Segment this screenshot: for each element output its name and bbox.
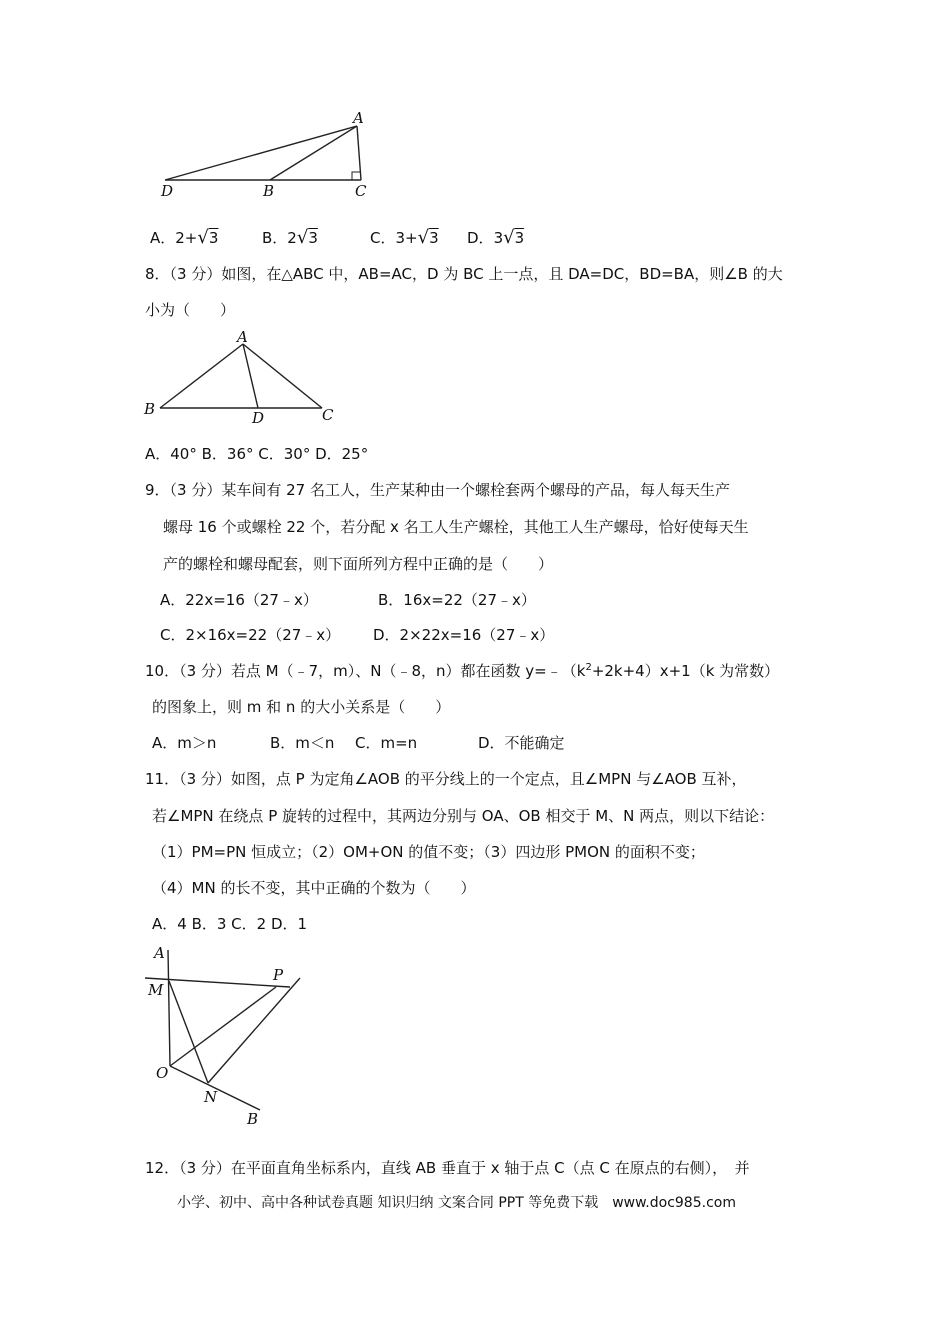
q8-figure [140, 330, 340, 425]
q11-figure [140, 940, 320, 1130]
q9-line-2: 螺母 16 个或螺栓 22 个，若分配 x 名工人生产螺栓，其他工人生产螺母，恰好使每天生 [163, 518, 749, 536]
q7-option-b: B．2√3 [262, 227, 318, 248]
q11-options: A．4 B．3 C．2 D．1 [152, 915, 308, 933]
q11-label-N: N [204, 1088, 218, 1106]
q10-line-2: 的图象上，则 m 和 n 的大小关系是（ ） [152, 698, 451, 716]
q9-line-1: 9．（3 分）某车间有 27 名工人，生产某种由一个螺栓套两个螺母的产品，每人每天生产 [145, 481, 730, 499]
q8-line-AC [243, 344, 322, 408]
q7-label-A: A [353, 110, 364, 127]
q9-line-3: 产的螺栓和螺母配套，则下面所列方程中正确的是（ ） [163, 555, 554, 573]
q7-option-d: D．3√3 [467, 227, 525, 248]
q8-label-D: D [252, 409, 265, 425]
q9-option-d: D．2×22x=16（27﹣x） [373, 626, 555, 644]
q7-line-DA [165, 126, 357, 180]
q9-option-a: A．22x=16（27﹣x） [160, 591, 318, 609]
q11-line-2: 若∠MPN 在绕点 P 旋转的过程中，其两边分别与 OA、OB 相交于 M、N 两点，则以下结论： [152, 807, 775, 825]
q7-option-c: C．3+√3 [370, 227, 439, 248]
q9-option-b: B．16x=22（27﹣x） [378, 591, 536, 609]
q11-label-M: M [148, 981, 164, 999]
q8-label-B: B [144, 400, 156, 418]
q8-line-1: 8．（3 分）如图，在△ABC 中，AB=AC，D 为 BC 上一点，且 DA=DC，BD=BA，则∠B 的大 [145, 265, 783, 283]
q8-label-C: C [322, 406, 334, 424]
q11-label-B: B [247, 1110, 259, 1128]
q11-label-A: A [154, 944, 165, 962]
q12-line-1: 12．（3 分）在平面直角坐标系内，直线 AB 垂直于 x 轴于点 C（点 C 在原点的右侧）， 并 [145, 1159, 750, 1177]
q8-options: A．40° B．36° C．30° D．25° [145, 445, 369, 463]
q10-line-1: 10．（3 分）若点 M（﹣7，m）、N（﹣8，n）都在函数 $y=﹣(k^2+2k+4)x+1(k$ 为常数） [145, 662, 780, 680]
q11-line-1: 11．（3 分）如图，点 P 为定角∠AOB 的平分线上的一个定点，且∠MPN 与∠AOB 互补， [145, 770, 747, 788]
q8-label-A: A [237, 330, 248, 346]
q7-label-D: D [161, 182, 174, 200]
q7-option-a: A．2+√3 [150, 227, 219, 248]
q8-line-2: 小为（ ） [145, 301, 236, 319]
q7-figure [155, 110, 375, 202]
q10-option-d: D．不能确定 [478, 734, 565, 752]
q11-label-P: P [273, 966, 284, 984]
q10-option-a: A．m＞n [152, 734, 217, 752]
q11-line-4: （4）MN 的长不变，其中正确的个数为（ ） [152, 879, 476, 897]
q7-label-C: C [355, 182, 367, 200]
page-footer: 小学、初中、高中各种试卷真题 知识归纳 文案合同 PPT 等免费下载 www.doc985.com [177, 1195, 736, 1211]
q11-label-O: O [156, 1064, 169, 1082]
q11-ray-OA [168, 950, 170, 1066]
q8-line-BA [160, 344, 243, 408]
q7-right-angle-mark [352, 172, 360, 180]
q10-option-c: C．m=n [355, 734, 418, 752]
q11-line-MP [145, 978, 290, 987]
q10-option-b: B．m＜n [270, 734, 335, 752]
q7-line-BA [270, 126, 357, 180]
q11-line-NP [208, 978, 300, 1083]
q9-option-c: C．2×16x=22（27﹣x） [160, 626, 341, 644]
q7-label-B: B [263, 182, 275, 200]
q11-line-3: （1）PM=PN 恒成立；（2）OM+ON 的值不变；（3）四边形 PMON 的面积不变； [152, 843, 705, 861]
